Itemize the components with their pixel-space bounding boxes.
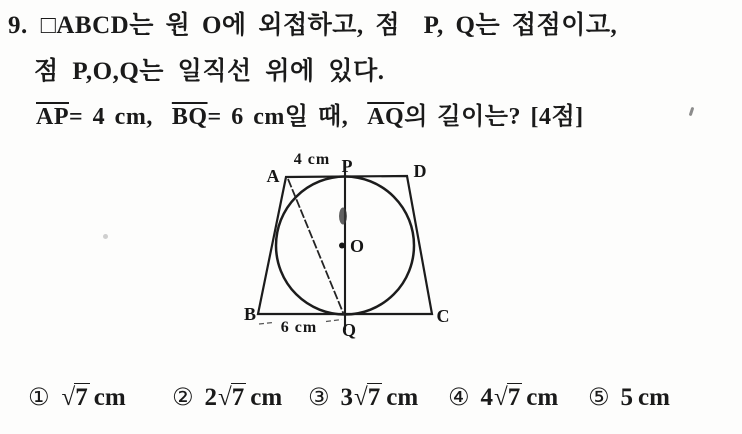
ink-smudge xyxy=(339,208,347,225)
choice-4-coefficient: 4 xyxy=(480,384,494,411)
label-Q: Q xyxy=(341,320,357,340)
problem-line-1 xyxy=(8,5,617,41)
radical-sign: √ xyxy=(494,384,507,411)
choice-4-value xyxy=(481,384,559,411)
label-C: C xyxy=(436,306,450,326)
answer-choices xyxy=(0,383,742,425)
choice-4[interactable] xyxy=(448,383,558,412)
choice-3-radicand: 7 xyxy=(367,384,381,411)
choice-5-coefficient: 5 xyxy=(620,384,634,411)
label-D: D xyxy=(413,161,427,181)
radical-sign: √ xyxy=(354,384,367,411)
choice-1-unit: cm xyxy=(93,384,126,411)
choice-4-unit: cm xyxy=(526,384,559,411)
dash-left-of-6cm xyxy=(259,323,273,325)
problem-line-3 xyxy=(36,96,584,131)
segment-AP-value: = 4 cm, xyxy=(69,104,172,130)
choice-2-radicand: 7 xyxy=(231,384,245,411)
label-P: P xyxy=(341,156,353,176)
choice-3-value xyxy=(341,384,419,411)
choice-2-coefficient: 2 xyxy=(204,384,218,411)
choice-3-marker: ③ xyxy=(308,383,330,411)
choice-5-marker: ⑤ xyxy=(588,383,610,411)
label-O: O xyxy=(350,236,365,256)
choice-5-value xyxy=(621,384,670,411)
question-tail: 의 길이는? [4점] xyxy=(404,104,584,130)
choice-4-marker: ④ xyxy=(448,383,470,411)
measure-6cm: 6 cm xyxy=(280,319,318,336)
radical-sign: √ xyxy=(218,384,231,411)
problem-line-1-text: □ABCD는 원 O에 외접하고, 점 P, Q는 접점이고, xyxy=(40,12,618,39)
choice-3-coefficient: 3 xyxy=(340,384,354,411)
segment-AQ: $\overline{AQ}$ xyxy=(367,104,405,130)
choice-2-unit: cm xyxy=(250,384,283,411)
choice-4-radicand: 7 xyxy=(507,384,521,411)
choice-5[interactable] xyxy=(588,383,670,412)
choice-2-marker: ② xyxy=(172,383,194,411)
choice-2[interactable] xyxy=(172,383,282,412)
scan-speck xyxy=(103,234,108,239)
dash-right-of-6cm xyxy=(326,320,342,322)
segment-BQ: $\overline{BQ}$ xyxy=(171,104,208,130)
center-point-O xyxy=(339,243,345,249)
choice-3[interactable] xyxy=(308,383,418,412)
choice-2-value xyxy=(205,384,283,411)
choice-1-radicand: 7 xyxy=(75,384,88,411)
segment-BQ-value: = 6 cm일 때, xyxy=(207,104,368,130)
figure-canvas xyxy=(230,140,510,350)
segment-AP: $\overline{AP}$ xyxy=(36,104,69,130)
problem-line-2: 점 P,O,Q는 일직선 위에 있다. xyxy=(34,58,385,85)
choice-1[interactable] xyxy=(28,383,126,412)
label-B: B xyxy=(243,304,257,324)
question-number: 9. xyxy=(8,12,28,39)
measure-4cm: 4 cm xyxy=(293,151,331,168)
geometry-figure xyxy=(230,140,510,355)
choice-1-marker: ① xyxy=(28,383,50,411)
scan-speck xyxy=(689,107,695,116)
choice-3-unit: cm xyxy=(386,384,419,411)
radical-sign: √ xyxy=(61,384,75,411)
choice-5-unit: cm xyxy=(638,384,670,411)
label-A: A xyxy=(266,166,280,186)
choice-1-value xyxy=(61,384,126,411)
